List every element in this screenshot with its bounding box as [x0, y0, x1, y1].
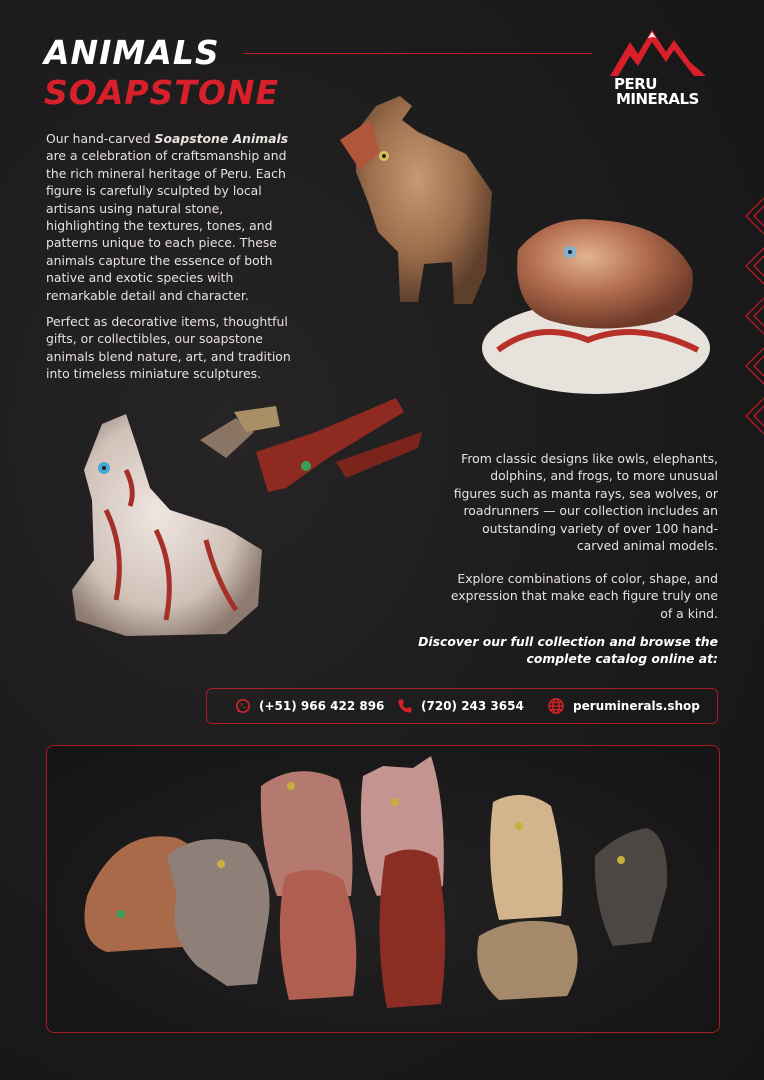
contact-bar	[206, 688, 718, 724]
right-paragraph-2: Explore combinations of color, shape, and expression that make each figure truly one of a kind.	[450, 571, 718, 621]
phone-icon	[397, 698, 413, 714]
intro-emphasis: Soapstone Animals	[154, 131, 289, 146]
logo-text-peru: PERU	[614, 75, 657, 93]
dragonfly-figurine-photo	[196, 392, 426, 510]
intro-paragraph	[46, 130, 296, 304]
figurine-collection-frame	[46, 745, 720, 1033]
catalog-cta: Discover our full collection and browse the complete catalog online at:	[418, 634, 718, 667]
whatsapp-number: (+51) 966 422 896	[259, 699, 385, 713]
globe-icon	[547, 697, 565, 715]
title-line-1: ANIMALS	[44, 33, 220, 72]
frog-figurine-photo	[478, 210, 718, 400]
phone-contact[interactable]	[397, 698, 524, 714]
website-url: peruminerals.shop	[573, 699, 700, 713]
peru-minerals-logo	[606, 28, 716, 110]
title-divider	[244, 53, 592, 54]
phone-number: (720) 243 3654	[421, 699, 524, 713]
chevron-decoration	[738, 196, 764, 436]
intro-text-before: Our hand-carved	[46, 131, 155, 146]
logo-text-minerals: MINERALS	[616, 90, 699, 108]
right-paragraph-1: From classic designs like owls, elephants, dolphins, and frogs, to more unusual figures such as manta rays, sea wolves, or roadrunners — our collection includes an outstanding variety of over 100 hand-carved animal models.	[453, 451, 718, 554]
figurine-collection-photo	[47, 746, 719, 1032]
intro-text-after: are a celebration of craftsmanship and the rich mineral heritage of Peru. Each figure is carefully sculpted by local artisans using natural stone, highlighting the textures, tones, and patterns unique to each piece. These animals capture the essence of both native and exotic species with remarkable detail and character.	[46, 148, 287, 303]
mountain-peaks-icon	[608, 28, 708, 78]
intro-paragraph-2: Perfect as decorative items, thoughtful gifts, or collectibles, our soapstone animals blend nature, art, and tradition into timeless miniature sculptures.	[46, 314, 291, 382]
title-line-2: SOAPSTONE	[44, 73, 280, 112]
whatsapp-icon	[235, 698, 251, 714]
website-contact[interactable]	[547, 698, 700, 714]
whatsapp-contact[interactable]	[235, 698, 384, 714]
